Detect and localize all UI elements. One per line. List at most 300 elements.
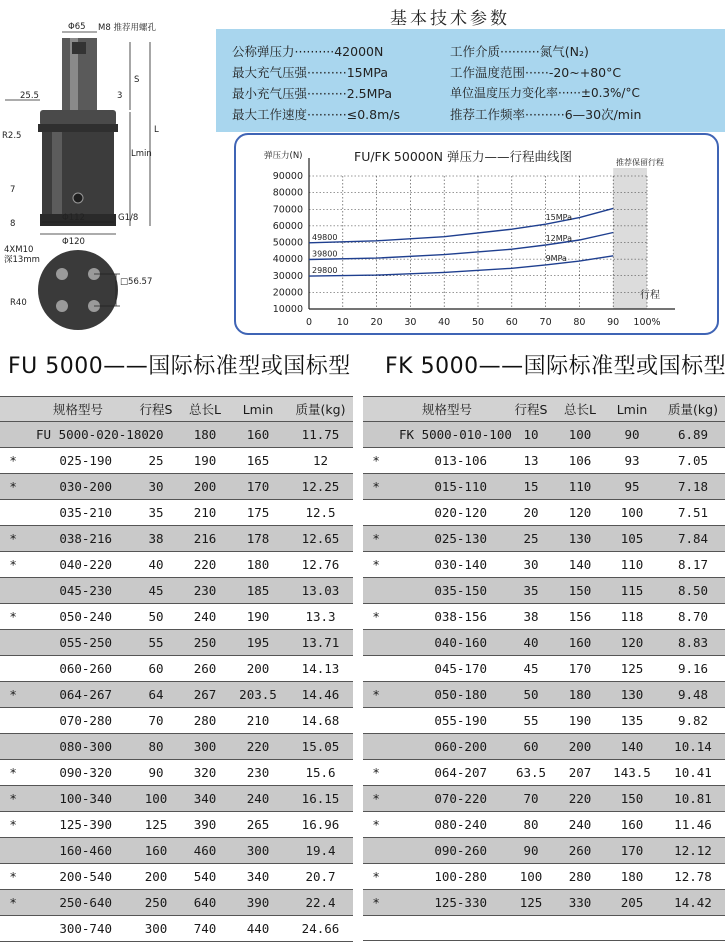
cell-stroke: 40 (505, 630, 557, 656)
row-mark (0, 708, 26, 734)
cell-stroke: 70 (505, 786, 557, 812)
series-name-label: 15MPa (545, 213, 573, 223)
body-cap (40, 110, 116, 126)
table-row (363, 734, 725, 760)
table-row (363, 656, 725, 682)
fu-spec-table (0, 396, 353, 942)
cell-length: 180 (182, 422, 228, 448)
cell-length: 220 (182, 552, 228, 578)
cell-mass: 7.05 (661, 448, 725, 474)
table-row (0, 838, 353, 864)
table-row (0, 708, 353, 734)
cell-lmin: 178 (228, 526, 288, 552)
cell-model: 160-460 (26, 838, 130, 864)
cell-stroke: 80 (130, 734, 182, 760)
cell-stroke: 160 (130, 838, 182, 864)
cell-lmin: 180 (228, 552, 288, 578)
cell-mass: 19.4 (288, 838, 353, 864)
cell-lmin: 170 (228, 474, 288, 500)
cell-lmin: 203.5 (228, 682, 288, 708)
y-tick-label: 20000 (272, 287, 303, 299)
cell-model: 038-216 (26, 526, 130, 552)
force-stroke-chart (234, 133, 719, 335)
table-row (363, 500, 725, 526)
dim-8: 8 (10, 219, 16, 229)
cell-stroke: 300 (130, 916, 182, 942)
cell-model: 013-106 (389, 448, 505, 474)
bottom-view-disc (38, 250, 118, 330)
row-mark: * (363, 890, 389, 916)
y-tick-label: 70000 (272, 204, 303, 216)
cell-lmin: 118 (603, 604, 661, 630)
cell-length: 640 (182, 890, 228, 916)
cell-stroke: 60 (130, 656, 182, 682)
cell-model: 080-300 (26, 734, 130, 760)
cell-length: 260 (557, 838, 603, 864)
cell-lmin: 115 (603, 578, 661, 604)
table-row (0, 604, 353, 630)
cell-lmin: 160 (603, 812, 661, 838)
col-header-stroke: 行程S (505, 397, 557, 422)
cell-length: 150 (557, 578, 603, 604)
y-tick-label: 50000 (272, 237, 303, 249)
cell-mass: 16.96 (288, 812, 353, 838)
col-header-mark (363, 397, 389, 422)
row-mark: * (0, 526, 26, 552)
fk-section-title: FK 5000——国际标准型或国标型 (385, 354, 727, 379)
cell-lmin: 300 (228, 838, 288, 864)
cell-length: 190 (557, 708, 603, 734)
cell-mass: 10.81 (661, 786, 725, 812)
dim-7: 7 (10, 185, 16, 195)
series-start-label: 49800 (312, 232, 338, 242)
cell-lmin: 440 (228, 916, 288, 942)
table-row (0, 890, 353, 916)
cell-lmin: 135 (603, 708, 661, 734)
x-tick-label: 30 (404, 317, 417, 328)
table-row (0, 734, 353, 760)
dim-r2-5: R2.5 (2, 131, 22, 141)
cell-length: 300 (182, 734, 228, 760)
cell-model: 015-110 (389, 474, 505, 500)
cell-model: 030-140 (389, 552, 505, 578)
row-mark: * (363, 526, 389, 552)
cell-length: 156 (557, 604, 603, 630)
cell-model: 045-230 (26, 578, 130, 604)
table-row (0, 656, 353, 682)
cell-stroke: 30 (505, 552, 557, 578)
cell-stroke: 45 (130, 578, 182, 604)
table-row (0, 500, 353, 526)
dim-lmin: Lmin (131, 149, 152, 159)
cell-stroke: 35 (130, 500, 182, 526)
cell-mass: 12.12 (661, 838, 725, 864)
col-header-length: 总长L (182, 397, 228, 422)
cell-stroke: 50 (130, 604, 182, 630)
cell-length: 160 (557, 630, 603, 656)
table-row (0, 578, 353, 604)
reserved-stroke-region (613, 168, 647, 309)
table-row (363, 864, 725, 890)
table-row (0, 552, 353, 578)
cell-mass: 13.71 (288, 630, 353, 656)
cell-lmin: 190 (228, 604, 288, 630)
cell-length: 120 (557, 500, 603, 526)
cell-length: 140 (557, 552, 603, 578)
row-mark: * (0, 890, 26, 916)
table-row (0, 916, 353, 942)
cell-model: 038-156 (389, 604, 505, 630)
cell-lmin: 265 (228, 812, 288, 838)
cell-lmin: 95 (603, 474, 661, 500)
cell-lmin: 205 (603, 890, 661, 916)
dim-phi120: Φ120 (62, 237, 85, 247)
gas-spring-drawing (0, 20, 210, 335)
cell-lmin: 240 (228, 786, 288, 812)
series-name-label: 9MPa (545, 253, 567, 263)
cell-lmin: 175 (228, 500, 288, 526)
table-row (363, 786, 725, 812)
table-row (0, 864, 353, 890)
reserved-stroke-label: 推荐保留行程 (616, 158, 664, 167)
cell-mass: 12.25 (288, 474, 353, 500)
cell-length: 220 (557, 786, 603, 812)
cell-stroke: 38 (130, 526, 182, 552)
cell-stroke: 35 (505, 578, 557, 604)
cell-model: FK 5000-010-100 (389, 422, 505, 448)
cell-length: 240 (557, 812, 603, 838)
cell-lmin: 170 (603, 838, 661, 864)
chart-title: FU/FK 50000N 弹压力——行程曲线图 (354, 149, 572, 164)
y-tick-label: 10000 (272, 304, 303, 315)
cell-mass: 11.46 (661, 812, 725, 838)
cell-lmin: 105 (603, 526, 661, 552)
spec-title: 基本技术参数 (390, 9, 510, 29)
cell-stroke: 250 (130, 890, 182, 916)
x-axis-label: 行程 (640, 290, 660, 301)
table-row (363, 760, 725, 786)
cell-length: 260 (182, 656, 228, 682)
dim-25-5: 25.5 (20, 91, 39, 101)
cell-mass: 10.14 (661, 734, 725, 760)
row-mark (0, 630, 26, 656)
dim-g18: G1/8 (118, 213, 139, 223)
cell-mass: 24.66 (288, 916, 353, 942)
cell-model: 090-260 (389, 838, 505, 864)
cell-model: 125-330 (389, 890, 505, 916)
table-row (363, 630, 725, 656)
series-name-label: 12MPa (545, 233, 573, 243)
cell-stroke: 15 (505, 474, 557, 500)
cell-model: 060-260 (26, 656, 130, 682)
cell-mass: 14.42 (661, 890, 725, 916)
cell-mass: 9.16 (661, 656, 725, 682)
row-mark: * (363, 786, 389, 812)
cell-length: 390 (182, 812, 228, 838)
cell-lmin: 390 (228, 890, 288, 916)
cell-model: 020-120 (389, 500, 505, 526)
x-tick-label: 20 (370, 317, 383, 328)
cell-model: 045-170 (389, 656, 505, 682)
row-mark (0, 500, 26, 526)
series-start-label: 39800 (312, 249, 338, 259)
row-mark (363, 630, 389, 656)
cell-mass: 8.83 (661, 630, 725, 656)
cell-lmin: 340 (228, 864, 288, 890)
dim-phi65: Φ65 (68, 22, 86, 32)
cell-lmin: 220 (228, 734, 288, 760)
spec-medium: 工作介质··········氮气(N₂) (450, 44, 589, 59)
cell-stroke: 45 (505, 656, 557, 682)
cell-model: 040-160 (389, 630, 505, 656)
cell-mass: 12.78 (661, 864, 725, 890)
table-row (0, 422, 353, 448)
row-mark: * (0, 552, 26, 578)
spec-max-pressure: 最大充气压强··········15MPa (232, 65, 389, 80)
row-mark: * (0, 448, 26, 474)
cell-model: 055-250 (26, 630, 130, 656)
cell-length: 190 (182, 448, 228, 474)
cell-lmin: 210 (228, 708, 288, 734)
cell-lmin: 130 (603, 682, 661, 708)
cell-length: 216 (182, 526, 228, 552)
x-tick-label: 0 (305, 317, 313, 328)
cell-stroke: 80 (505, 812, 557, 838)
cell-mass: 11.75 (288, 422, 353, 448)
row-mark (363, 578, 389, 604)
fu-section-title: FU 5000——国际标准型或国标型 (8, 354, 351, 379)
col-header-model: 规格型号 (389, 397, 505, 422)
x-tick-label: 40 (438, 317, 451, 328)
cell-mass: 15.05 (288, 734, 353, 760)
cell-mass: 8.70 (661, 604, 725, 630)
dim-r40: R40 (10, 298, 27, 308)
cell-stroke: 90 (130, 760, 182, 786)
cell-length: 106 (557, 448, 603, 474)
cell-model: 300-740 (26, 916, 130, 942)
cell-stroke: 25 (505, 526, 557, 552)
cell-lmin: 100 (603, 500, 661, 526)
col-header-lmin: Lmin (603, 397, 661, 422)
cell-mass: 15.6 (288, 760, 353, 786)
cell-length: 250 (182, 630, 228, 656)
x-tick-label: 100% (633, 317, 661, 328)
cell-stroke: 25 (130, 448, 182, 474)
cell-length: 130 (557, 526, 603, 552)
row-mark (363, 734, 389, 760)
cell-mass: 10.41 (661, 760, 725, 786)
row-mark (363, 708, 389, 734)
cell-stroke: 100 (505, 864, 557, 890)
dim-3: 3 (117, 91, 123, 101)
cell-stroke: 70 (130, 708, 182, 734)
cell-mass: 14.13 (288, 656, 353, 682)
table-row (363, 474, 725, 500)
cell-model: 250-640 (26, 890, 130, 916)
cell-model: 064-207 (389, 760, 505, 786)
table-row (0, 448, 353, 474)
spec-max-speed: 最大工作速度··········≤0.8m/s (232, 107, 400, 122)
col-header-mark (0, 397, 26, 422)
cell-model: 125-390 (26, 812, 130, 838)
table-row (0, 682, 353, 708)
cell-lmin: 230 (228, 760, 288, 786)
y-tick-label: 40000 (272, 254, 303, 266)
cell-stroke: 100 (130, 786, 182, 812)
table-row (363, 448, 725, 474)
spec-nominal-force: 公称弹压力··········42000N (232, 44, 384, 59)
x-tick-label: 10 (336, 317, 349, 328)
cell-length: 330 (557, 890, 603, 916)
table-row (363, 422, 725, 448)
cell-mass: 12.65 (288, 526, 353, 552)
cell-mass: 16.15 (288, 786, 353, 812)
cell-model: FU 5000-020-180 (26, 422, 130, 448)
cell-length: 280 (182, 708, 228, 734)
dim-square: □56.57 (120, 277, 153, 287)
cell-stroke: 200 (130, 864, 182, 890)
cell-length: 540 (182, 864, 228, 890)
row-mark (363, 838, 389, 864)
cell-length: 200 (182, 474, 228, 500)
cell-lmin: 160 (228, 422, 288, 448)
cell-length: 280 (557, 864, 603, 890)
row-mark: * (0, 604, 26, 630)
row-mark (0, 422, 26, 448)
cell-model: 200-540 (26, 864, 130, 890)
col-header-stroke: 行程S (130, 397, 182, 422)
x-tick-label: 90 (607, 317, 620, 328)
cell-mass: 14.46 (288, 682, 353, 708)
cell-mass: 20.7 (288, 864, 353, 890)
row-mark (0, 838, 26, 864)
x-tick-label: 70 (539, 317, 552, 328)
cell-length: 200 (557, 734, 603, 760)
cell-stroke: 63.5 (505, 760, 557, 786)
y-tick-label: 30000 (272, 270, 303, 282)
cell-mass: 14.68 (288, 708, 353, 734)
cell-lmin: 180 (603, 864, 661, 890)
spec-min-pressure: 最小充气压强··········2.5MPa (232, 86, 393, 101)
row-mark: * (0, 812, 26, 838)
cell-model: 040-220 (26, 552, 130, 578)
cell-length: 110 (557, 474, 603, 500)
cell-model: 050-240 (26, 604, 130, 630)
cell-lmin: 125 (603, 656, 661, 682)
table-row (363, 604, 725, 630)
cell-lmin: 93 (603, 448, 661, 474)
col-header-mass: 质量(kg) (661, 397, 725, 422)
cell-lmin: 110 (603, 552, 661, 578)
cell-mass: 12 (288, 448, 353, 474)
dim-s: S (134, 75, 140, 85)
cell-length: 230 (182, 578, 228, 604)
cell-mass: 7.18 (661, 474, 725, 500)
cell-mass: 12.5 (288, 500, 353, 526)
table-row (363, 578, 725, 604)
cell-lmin: 195 (228, 630, 288, 656)
series-start-label: 29800 (312, 266, 338, 276)
cell-stroke: 55 (130, 630, 182, 656)
table-row (363, 708, 725, 734)
row-mark: * (0, 786, 26, 812)
cell-stroke: 20 (505, 500, 557, 526)
cell-lmin: 200 (228, 656, 288, 682)
cell-mass: 8.50 (661, 578, 725, 604)
col-header-length: 总长L (557, 397, 603, 422)
row-mark (0, 734, 26, 760)
cell-model: 060-200 (389, 734, 505, 760)
bolt-hole (56, 300, 68, 312)
cell-model: 035-210 (26, 500, 130, 526)
cell-stroke: 64 (130, 682, 182, 708)
cell-stroke: 125 (130, 812, 182, 838)
cell-model: 064-267 (26, 682, 130, 708)
cell-stroke: 38 (505, 604, 557, 630)
table-row (363, 812, 725, 838)
row-mark: * (363, 604, 389, 630)
row-mark: * (0, 760, 26, 786)
cell-length: 740 (182, 916, 228, 942)
y-tick-label: 80000 (272, 187, 303, 199)
cell-mass: 9.82 (661, 708, 725, 734)
cell-model: 025-190 (26, 448, 130, 474)
cell-length: 320 (182, 760, 228, 786)
dim-4xm10: 4XM10 (4, 245, 34, 255)
row-mark: * (363, 760, 389, 786)
row-mark: * (363, 474, 389, 500)
x-tick-label: 80 (573, 317, 586, 328)
y-axis-label: 弹压力(N) (264, 151, 303, 161)
row-mark: * (363, 552, 389, 578)
table-row (363, 890, 725, 916)
cell-stroke: 20 (130, 422, 182, 448)
cell-mass: 12.76 (288, 552, 353, 578)
table-row (0, 526, 353, 552)
fk-spec-table (363, 396, 725, 941)
row-mark (363, 500, 389, 526)
charge-port (73, 193, 83, 203)
cell-mass: 9.48 (661, 682, 725, 708)
row-mark (363, 422, 389, 448)
cell-length: 180 (557, 682, 603, 708)
cell-lmin: 165 (228, 448, 288, 474)
table-row (0, 630, 353, 656)
cell-lmin: 140 (603, 734, 661, 760)
cell-length: 240 (182, 604, 228, 630)
cell-stroke: 10 (505, 422, 557, 448)
row-mark (363, 656, 389, 682)
cell-mass: 7.84 (661, 526, 725, 552)
cell-lmin: 120 (603, 630, 661, 656)
cell-model: 050-180 (389, 682, 505, 708)
cell-mass: 13.3 (288, 604, 353, 630)
spec-frequency: 推荐工作频率··········6—30次/min (450, 107, 642, 122)
row-mark: * (363, 812, 389, 838)
cell-mass: 13.03 (288, 578, 353, 604)
table-row (363, 552, 725, 578)
cell-model: 100-340 (26, 786, 130, 812)
row-mark: * (0, 864, 26, 890)
dim-depth: 深13mm (4, 255, 40, 265)
spec-pressure-change: 单位温度压力变化率······±0.3%/°C (450, 86, 640, 100)
cell-model: 025-130 (389, 526, 505, 552)
cell-length: 210 (182, 500, 228, 526)
cell-stroke: 50 (505, 682, 557, 708)
cell-model: 090-320 (26, 760, 130, 786)
table-row (0, 812, 353, 838)
col-header-mass: 质量(kg) (288, 397, 353, 422)
